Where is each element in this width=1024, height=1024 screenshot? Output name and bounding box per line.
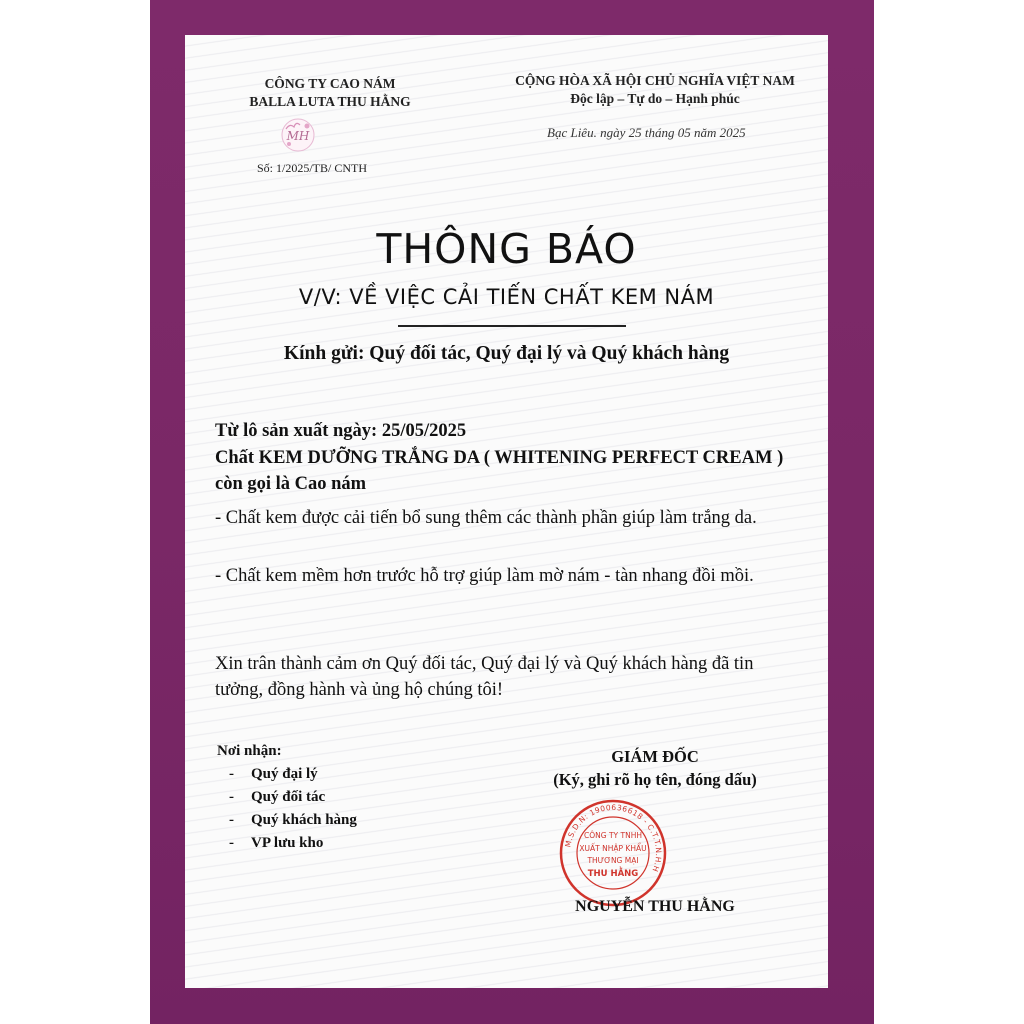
recipients-block bbox=[217, 740, 357, 855]
document-subtitle: V/V: VỀ VIỆC CẢI TIẾN CHẤT KEM NÁM bbox=[298, 285, 715, 309]
company-logo-icon bbox=[280, 117, 316, 153]
recipients-heading: Nơi nhận: bbox=[217, 743, 282, 759]
seal-line-2: XUẤT NHẬP KHẨU bbox=[579, 844, 647, 853]
document-title: THÔNG BÁO bbox=[376, 225, 637, 273]
signer-name: NGUYỄN THU HẰNG bbox=[575, 898, 735, 915]
place-and-date: Bạc Liêu. ngày 25 tháng 05 năm 2025 bbox=[547, 125, 746, 140]
signature-instruction: (Ký, ghi rõ họ tên, đóng dấu) bbox=[553, 770, 757, 789]
greeting-line: Kính gửi: Quý đối tác, Quý đại lý và Quý khách hàng bbox=[283, 343, 730, 364]
improvement-bullet-1: - Chất kem được cải tiến bổ sung thêm các thành phần giúp làm trắng da. bbox=[215, 508, 757, 528]
recipient-item: - VP lưu kho bbox=[217, 832, 357, 855]
batch-date-line: Từ lô sản xuất ngày: 25/05/2025 bbox=[215, 421, 467, 441]
seal-line-4: THU HẰNG bbox=[587, 869, 639, 879]
thanks-paragraph: Xin trân thành cảm ơn Quý đối tác, Quý đại lý và Quý khách hàng đã tin tưởng, đồng hành và ủng hộ chúng tôi! bbox=[215, 654, 754, 700]
document-page bbox=[185, 35, 828, 988]
national-motto bbox=[485, 72, 825, 108]
nation-motto: Độc lập – Tự do – Hạnh phúc bbox=[570, 91, 740, 106]
improvement-bullet-2: - Chất kem mềm hơn trước hỗ trợ giúp làm mờ nám - tàn nhang đồi mồi. bbox=[215, 566, 754, 586]
signature-block bbox=[515, 745, 795, 791]
recipient-item: - Quý đại lý bbox=[217, 763, 357, 786]
logo-letters: MH bbox=[286, 129, 310, 143]
title-divider bbox=[398, 325, 626, 327]
director-title: GIÁM ĐỐC bbox=[611, 747, 699, 766]
seal-ring-text: M.S.D.N: 1900636618 - C.T.T.N.H.H bbox=[563, 802, 664, 874]
product-name-line: Chất KEM DƯỠNG TRẮNG DA ( WHITENING PERFECT CREAM ) còn gọi là Cao nám bbox=[215, 448, 784, 494]
recipients-list bbox=[217, 763, 357, 855]
company-header bbox=[225, 75, 435, 111]
recipient-item: - Quý khách hàng bbox=[217, 809, 357, 832]
document-number: Số: 1/2025/TB/ CNTH bbox=[257, 161, 368, 175]
seal-line-3: THƯƠNG MẠI bbox=[587, 856, 639, 865]
recipient-item: - Quý đối tác bbox=[217, 786, 357, 809]
company-seal-icon bbox=[557, 797, 669, 909]
company-name-line2: BALLA LUTA THU HẰNG bbox=[249, 94, 411, 109]
seal-line-1: CÔNG TY TNHH bbox=[584, 831, 642, 840]
company-name-line1: CÔNG TY CAO NÁM bbox=[264, 76, 396, 91]
nation-name: CỘNG HÒA XÃ HỘI CHỦ NGHĨA VIỆT NAM bbox=[515, 73, 795, 88]
